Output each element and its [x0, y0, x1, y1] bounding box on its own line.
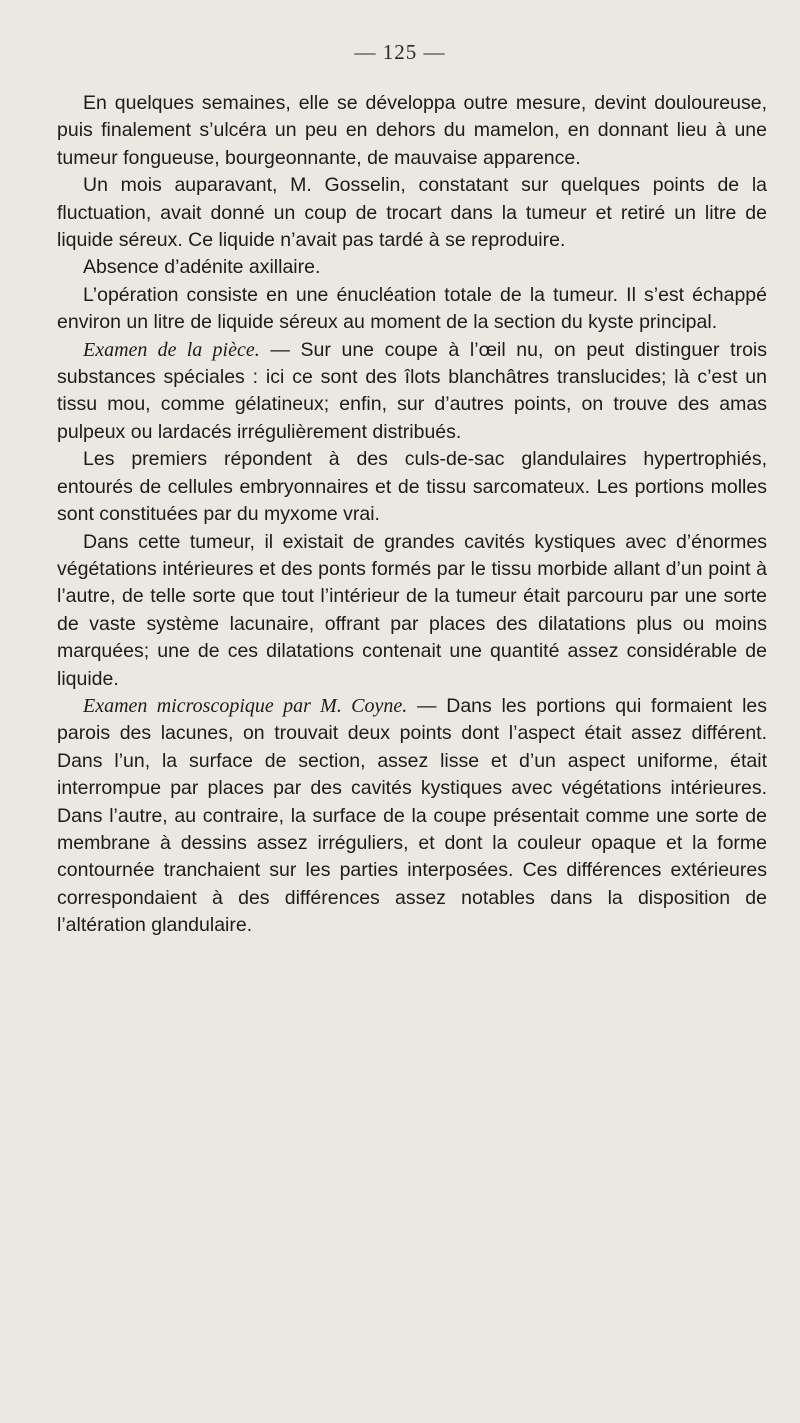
paragraph-text: — Sur une coupe à l’œil nu, on peut distinguer trois substances spéciales : ici ce sont des îlots blanchâtres translucides; là c’est un tissu mou, comme gélatineux; enfin, sur d’autres points, on trouve des amas pulpeux ou lardacés irrégulièrement distribués.: [57, 338, 767, 443]
paragraph: [57, 282, 767, 337]
body-text: [57, 90, 767, 940]
section-lead: Examen microscopique par M. Coyne.: [83, 694, 408, 717]
paragraph-text: Dans cette tumeur, il existait de grandes cavités kystiques avec d’énormes végétations intérieures et des ponts formés par le tissu morbide allant d’un point à l’autre, de telle sorte que tout l’intérieur de la tumeur était parcouru par une sorte de vaste système lacunaire, offrant par places des dilatations plus ou moins marquées; une de ces dilatations contenait une quantité assez considérable de liquide.: [57, 530, 767, 690]
paragraph: [57, 254, 767, 281]
paragraph-text: Les premiers répondent à des culs-de-sac glandulaires hypertrophiés, entourés de cellules embryonnaires et de tissu sarcomateux. Les portions molles sont constituées par du myxome vrai.: [57, 448, 767, 526]
paragraph: [57, 446, 767, 528]
page-number: — 125 —: [354, 40, 446, 64]
paragraph: [57, 172, 767, 254]
paragraph-text: Absence d’adénite axillaire.: [83, 256, 321, 279]
section-lead: Examen de la pièce.: [83, 338, 260, 361]
paragraph: [57, 90, 767, 172]
paragraph-text: — Dans les portions qui formaient les parois des lacunes, on trouvait deux points dont l’aspect était assez différent. Dans l’un, la surface de section, assez lisse et d’un aspect uniforme, était interrompue par places par des cavités kystiques avec végétations intérieures. Dans l’autre, au contraire, la surface de la coupe présentait comme une sorte de membrane à dessins assez irréguliers, et dont la couleur opaque et la forme contournée tranchaient sur les parties interposées. Ces différences extérieures correspondaient à des différences assez notables dans la disposition de l’altération glandulaire.: [57, 694, 768, 937]
paragraph-text: L’opération consiste en une énucléation totale de la tumeur. Il s’est échappé environ un litre de liquide séreux au moment de la section du kyste principal.: [57, 283, 767, 334]
paragraph-text: Un mois auparavant, M. Gosselin, constatant sur quelques points de la fluctuation, avait donné un coup de trocart dans la tumeur et retiré un litre de liquide séreux. Ce liquide n’avait pas tardé à se reproduire.: [57, 174, 767, 252]
paragraph: [57, 529, 767, 693]
paragraph: [57, 337, 767, 447]
paragraph: [57, 693, 767, 940]
paragraph-text: En quelques semaines, elle se développa outre mesure, devint douloureuse, puis finalement s’ulcéra un peu en dehors du mamelon, en donnant lieu à une tumeur fongueuse, bourgeonnante, de mauvaise apparence.: [57, 92, 767, 169]
